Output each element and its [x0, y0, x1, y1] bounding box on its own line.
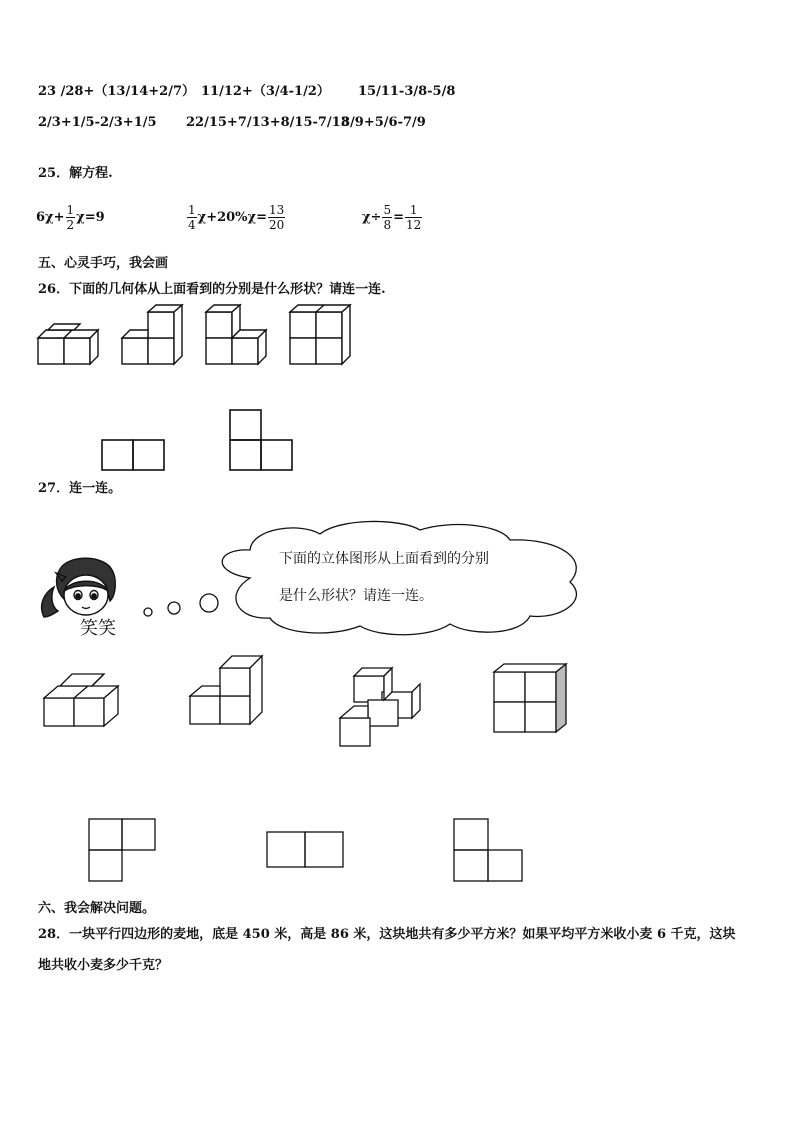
cube-solid-4 [290, 305, 352, 367]
section-5-heading: 五、心灵手巧，我会画 [38, 256, 169, 271]
fraction: $\frac{1}{12}$ [406, 203, 422, 232]
cube-solid-8 [492, 662, 572, 734]
question-26-title: 26．下面的几何体从上面看到的分别是什么形状？请连一连. [38, 282, 386, 297]
calc-expression: 8/9+5/6-7/9 [341, 115, 426, 130]
cube-solid-1 [38, 322, 100, 366]
top-view-option-4 [266, 830, 346, 870]
calc-expression: 15/11-3/8-5/8 [358, 84, 456, 99]
calc-expression: 23 /28+（13/14+2/7） [38, 84, 196, 99]
cube-solid-3 [206, 305, 268, 367]
top-view-option-2 [229, 409, 293, 471]
cube-solid-5 [42, 668, 124, 730]
question-28-line-2: 地共收小麦多少千克？ [38, 958, 169, 973]
top-view-option-3 [88, 818, 158, 882]
calc-expression: 11/12+（3/4-1/2） [201, 84, 330, 99]
bubble-line-1: 下面的立体图形从上面看到的分别 [279, 551, 489, 567]
eq1-tail: χ=9 [76, 210, 105, 225]
cube-solid-6 [188, 652, 268, 728]
eq3-lead: χ÷ [362, 210, 382, 225]
fraction: $\frac{1}{4}$ [188, 203, 196, 232]
calc-expression: 22/15+7/13+8/15-7/13 [186, 115, 350, 130]
bubble-line-2: 是什么形状？请连一连。 [279, 588, 433, 604]
equation-2 [186, 203, 286, 232]
section-6-heading: 六、我会解决问题。 [38, 901, 156, 916]
thought-bubble [140, 520, 590, 640]
question-27-title: 27．连一连。 [38, 481, 122, 496]
question-25-title: 25．解方程. [38, 166, 113, 181]
fraction: $\frac{1}{2}$ [66, 203, 75, 232]
fraction: $\frac{5}{8}$ [383, 203, 392, 232]
calc-expression: 2/3+1/5-2/3+1/5 [38, 115, 157, 130]
eq3-mid: = [393, 210, 404, 225]
equation-3 [362, 203, 423, 232]
top-view-option-1 [101, 439, 165, 471]
girl-name-label: 笑笑 [80, 618, 116, 639]
equation-1 [36, 203, 105, 232]
eq1-lead: 6χ+ [36, 210, 65, 225]
fraction: $\frac{13}{20}$ [268, 203, 285, 232]
cube-solid-2 [122, 305, 184, 367]
eq2-mid: χ+20%χ= [197, 210, 267, 225]
cube-solid-7 [338, 666, 428, 750]
question-28-line-1: 28．一块平行四边形的麦地，底是 450 米，高是 86 米，这块地共有多少平方米？如果平均平方米收小麦 6 千克，这块 [38, 927, 736, 942]
top-view-option-5 [453, 818, 525, 882]
